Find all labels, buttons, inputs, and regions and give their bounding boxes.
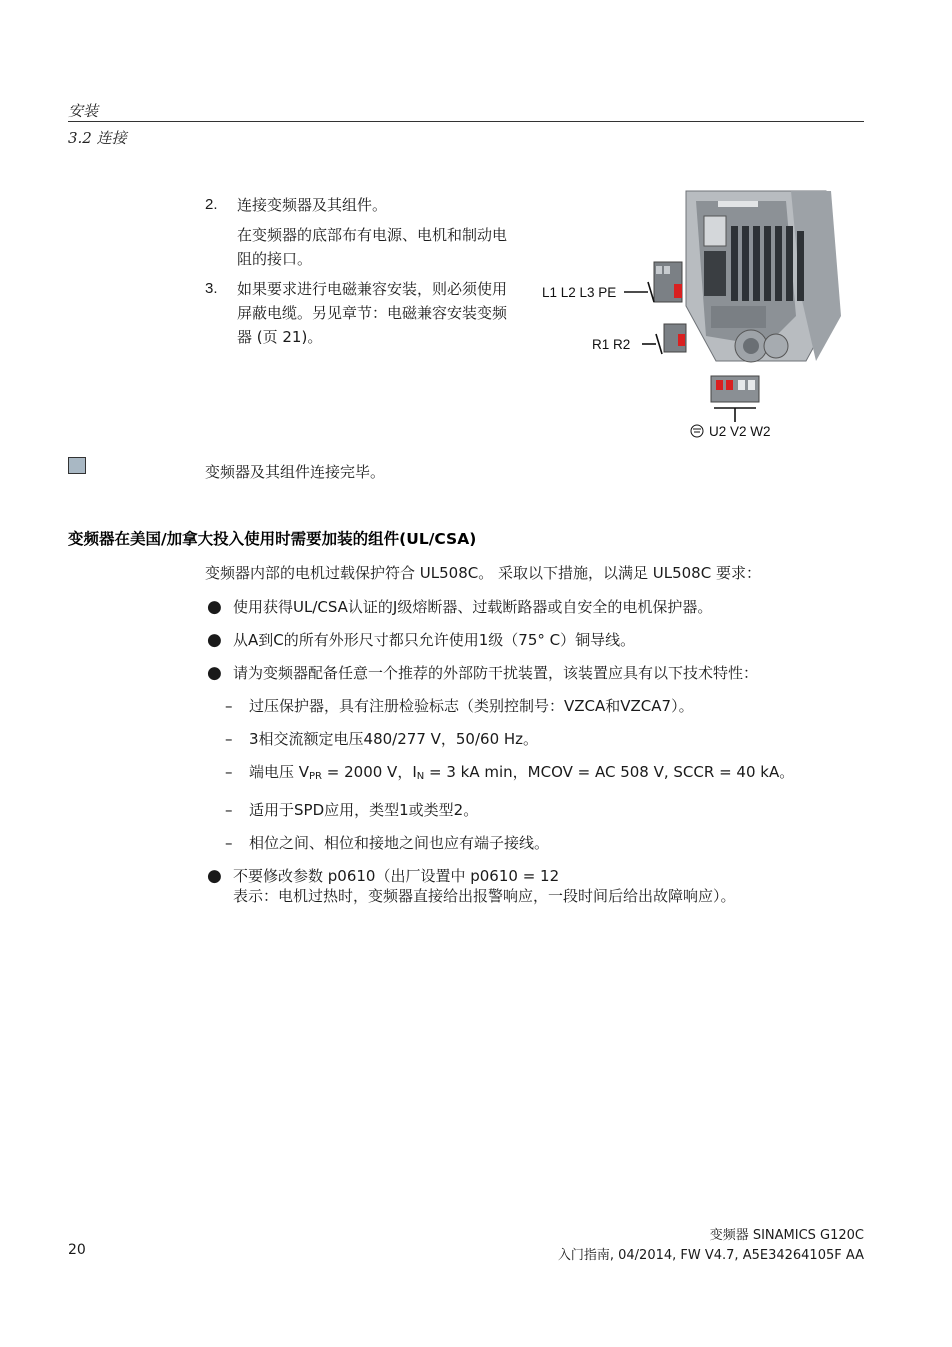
list-item — [205, 833, 845, 853]
list-item — [205, 597, 845, 617]
dash-icon: – — [225, 763, 233, 781]
chapter-header: 安装 — [68, 102, 99, 120]
list-item-text: 端电压 $V_{PR} = 2000$ V，$I_N = 3$ kA min，MCOV = AC 508 V, SCCR = 40 kA。 — [249, 763, 795, 782]
dash-icon: – — [225, 834, 233, 852]
list-item-text: 3相交流额定电压480/277 V，50/60 Hz。 — [249, 730, 539, 748]
step-number: 2. — [205, 196, 218, 213]
step-text: 连接变频器及其组件。 — [237, 196, 388, 214]
procedure-complete-text: 变频器及其组件连接完毕。 — [205, 463, 386, 481]
list-item — [205, 630, 845, 650]
requirements-list — [205, 597, 845, 919]
list-item-text: 使用获得UL/CSA认证的J级熔断器、过载断路器或自安全的电机保护器。 — [233, 598, 713, 616]
list-item-text: 请为变频器配备任意一个推荐的外部防干扰装置，该装置应具有以下技术特性： — [233, 664, 759, 682]
bullet-icon: ● — [207, 663, 222, 683]
brake-terminal-label: R1 R2 — [592, 337, 631, 352]
list-item — [205, 800, 845, 820]
section-intro: 变频器内部的电机过载保护符合 UL508C。 采取以下措施，以满足 UL508C 要求： — [205, 564, 761, 582]
list-item — [205, 866, 845, 906]
power-terminal-label: L1 L2 L3 PE — [542, 285, 617, 300]
brake-connector-plug — [664, 324, 686, 352]
bullet-icon: ● — [207, 866, 222, 886]
motor-connector-plug — [711, 376, 759, 402]
page-number: 20 — [68, 1242, 86, 1258]
step-text: 如果要求进行电磁兼容安装，则必须使用屏蔽电缆。另见章节：电磁兼容安装变频器 (页 21)。 — [237, 280, 508, 346]
header-rule — [68, 121, 864, 122]
list-item-text: 相位之间、相位和接地之间也应有端子接线。 — [249, 834, 550, 852]
step-number: 3. — [205, 280, 218, 297]
list-item — [205, 663, 845, 683]
dash-icon: – — [225, 801, 233, 819]
step-2 — [205, 193, 515, 271]
inverter-connection-figure — [536, 186, 846, 446]
footer-doc-info: 入门指南, 04/2014, FW V4.7, A5E34264105F AA — [557, 1248, 864, 1263]
bullet-icon: ● — [207, 630, 222, 650]
section-header: 3.2 连接 — [68, 129, 127, 147]
list-item-text: 从A到C的所有外形尺寸都只允许使用1级（75° C）铜导线。 — [233, 631, 636, 649]
end-marker-square — [68, 457, 86, 474]
bullet-icon: ● — [207, 597, 222, 617]
list-item — [205, 762, 845, 787]
list-item-text: 适用于SPD应用，类型1或类型2。 — [249, 801, 479, 819]
list-item-text: 过压保护器，具有注册检验标志（类别控制号：VZCA和VZCA7）。 — [249, 697, 694, 715]
list-item-text: 不要修改参数 p0610（出厂设置中 p0610 = 12 表示：电机过热时，变频器直接给出报警响应，一段时间后给出故障响应）。 — [233, 867, 736, 905]
section-title: 变频器在美国/加拿大投入使用时需要加装的组件(UL/CSA) — [68, 530, 477, 548]
power-connector-plug — [654, 262, 682, 302]
list-item — [205, 729, 845, 749]
motor-terminal-label: U2 V2 W2 — [709, 424, 771, 439]
inverter-illustration — [686, 191, 841, 362]
list-item — [205, 696, 845, 716]
dash-icon: – — [225, 697, 233, 715]
step-3 — [205, 277, 515, 349]
ground-icon — [691, 425, 703, 437]
dash-icon: – — [225, 730, 233, 748]
footer-product: 变频器 SINAMICS G120C — [709, 1228, 864, 1243]
step-subtext: 在变频器的底部布有电源、电机和制动电阻的接口。 — [237, 226, 508, 268]
step-list — [205, 193, 515, 355]
